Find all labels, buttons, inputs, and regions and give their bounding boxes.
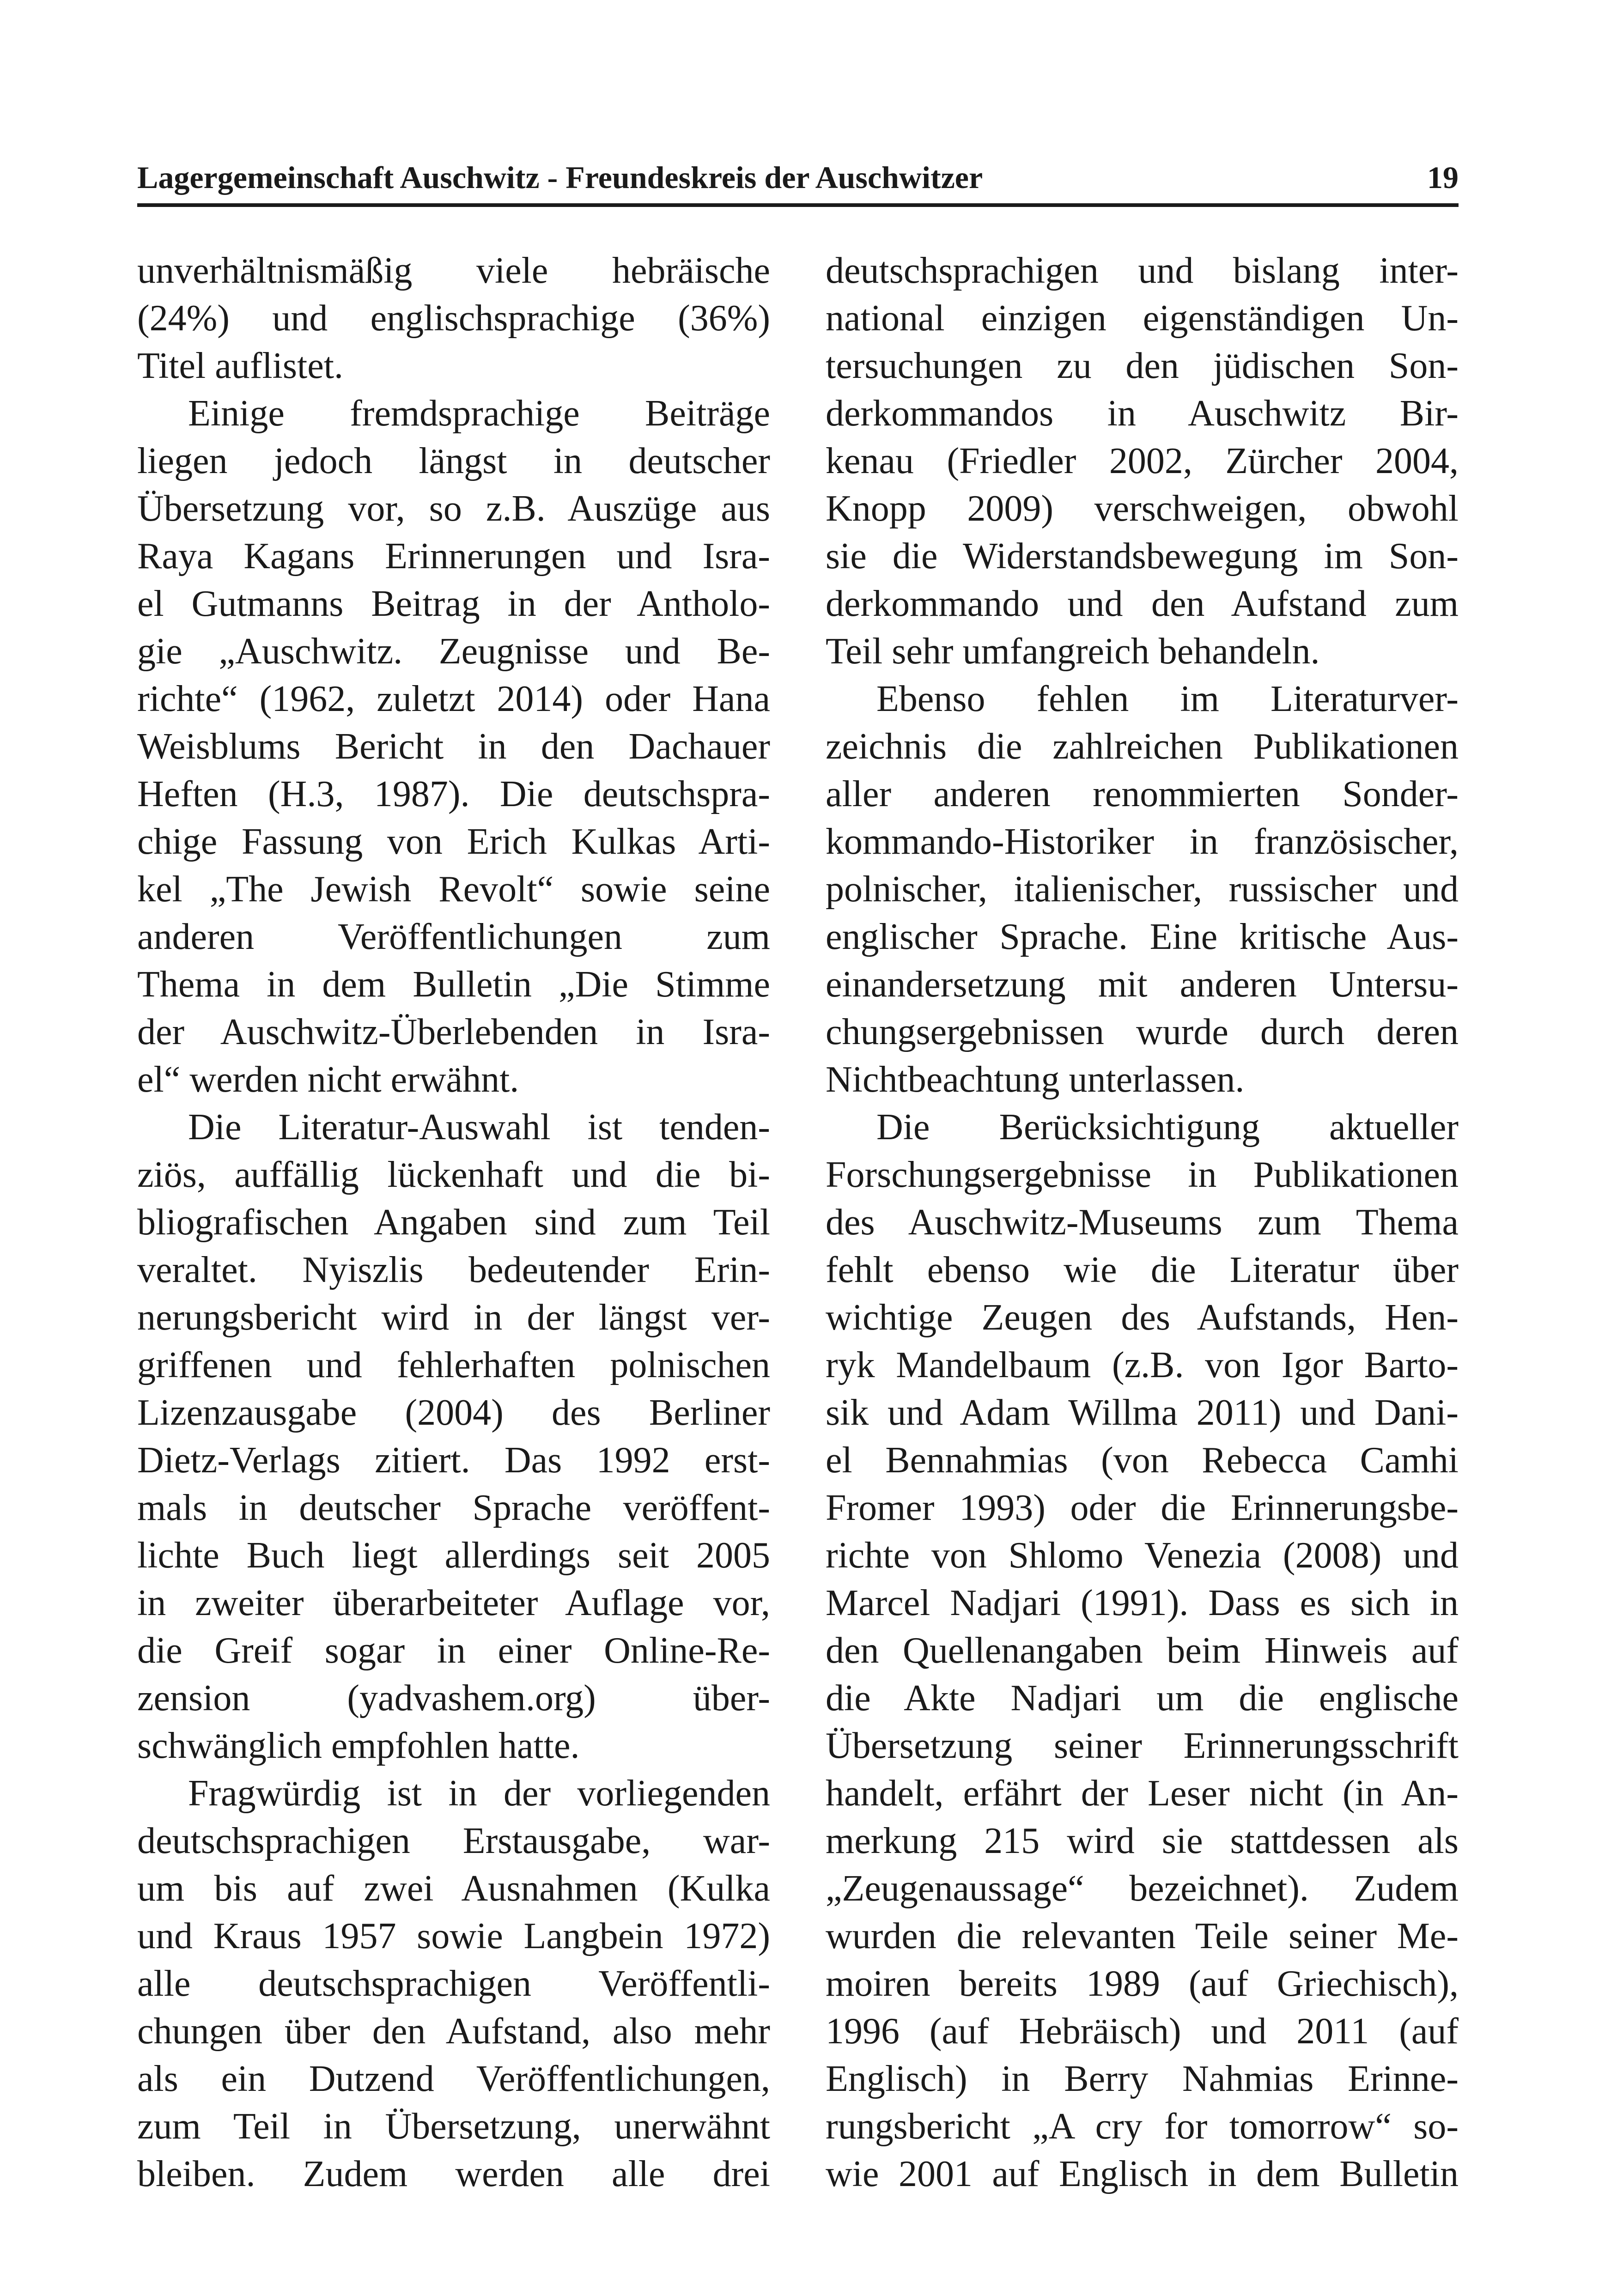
text-line: Weisblums Bericht in den Dachauer bbox=[137, 726, 770, 767]
text-line: Marcel Nadjari (1991). Dass es sich in bbox=[826, 1583, 1459, 1623]
text-line: zum Teil in Übersetzung, unerwähnt bbox=[137, 2106, 770, 2147]
text-line: deutschsprachigen Erstausgabe, war- bbox=[137, 1821, 770, 1861]
text-line: englischer Sprache. Eine kritische Aus- bbox=[826, 917, 1459, 957]
paragraph bbox=[137, 390, 770, 1104]
text-line: Ebenso fehlen im Literaturver- bbox=[876, 679, 1459, 719]
text-line: Die Literatur-Auswahl ist tenden- bbox=[188, 1107, 770, 1148]
text-line: polnischer, italienischer, russischer und bbox=[826, 869, 1459, 910]
text-line: ryk Mandelbaum (z.B. von Igor Barto- bbox=[826, 1345, 1459, 1385]
text-line: bleiben. Zudem werden alle drei bbox=[137, 2154, 770, 2194]
text-line: den Quellenangaben beim Hinweis auf bbox=[826, 1630, 1459, 1671]
text-line: der Auschwitz-Überlebenden in Isra- bbox=[137, 1012, 770, 1052]
paragraph bbox=[826, 1104, 1459, 2198]
text-line: mals in deutscher Sprache veröffent- bbox=[137, 1488, 770, 1528]
text-line: Heften (H.3, 1987). Die deutschspra- bbox=[137, 774, 770, 814]
text-line: deutschsprachigen und bislang inter- bbox=[826, 250, 1459, 291]
text-line: Titel auflistet. bbox=[137, 346, 343, 386]
text-line: Raya Kagans Erinnerungen und Isra- bbox=[137, 536, 770, 577]
paragraph bbox=[137, 1104, 770, 1770]
text-line: und Kraus 1957 sowie Langbein 1972) bbox=[137, 1916, 770, 1956]
text-line: Dietz-Verlags zitiert. Das 1992 erst- bbox=[137, 1440, 770, 1481]
text-line: aller anderen renommierten Sonder- bbox=[826, 774, 1459, 814]
text-line: Einige fremdsprachige Beiträge bbox=[188, 393, 770, 434]
text-line: bliografischen Angaben sind zum Teil bbox=[137, 1202, 770, 1243]
text-line: sie die Widerstandsbewegung im Son- bbox=[826, 536, 1459, 577]
text-line: el“ werden nicht erwähnt. bbox=[137, 1059, 519, 1100]
text-line: lichte Buch liegt allerdings seit 2005 bbox=[137, 1535, 770, 1576]
text-line: rungsbericht „A cry for tomorrow“ so- bbox=[826, 2106, 1459, 2147]
right-column bbox=[826, 247, 1459, 2198]
page-number: 19 bbox=[1427, 160, 1459, 195]
text-line: Übersetzung seiner Erinnerungsschrift bbox=[826, 1725, 1459, 1766]
text-line: Teil sehr umfangreich behandeln. bbox=[826, 631, 1320, 672]
text-line: „Zeugenaussage“ bezeichnet). Zudem bbox=[826, 1868, 1459, 1909]
paragraph bbox=[826, 247, 1459, 675]
text-line: merkung 215 wird sie stattdessen als bbox=[826, 1821, 1459, 1861]
text-line: die Akte Nadjari um die englische bbox=[826, 1678, 1459, 1719]
text-line: tersuchungen zu den jüdischen Son- bbox=[826, 346, 1459, 386]
text-line: gie „Auschwitz. Zeugnisse und Be- bbox=[137, 631, 770, 672]
text-line: kommando-Historiker in französischer, bbox=[826, 821, 1459, 862]
text-line: des Auschwitz-Museums zum Thema bbox=[826, 1202, 1459, 1243]
text-line: Englisch) in Berry Nahmias Erinne- bbox=[826, 2059, 1459, 2099]
text-line: kenau (Friedler 2002, Zürcher 2004, bbox=[826, 441, 1459, 481]
text-line: 1996 (auf Hebräisch) und 2011 (auf bbox=[826, 2011, 1459, 2052]
text-line: wichtige Zeugen des Aufstands, Hen- bbox=[826, 1297, 1459, 1338]
text-line: Übersetzung vor, so z.B. Auszüge aus bbox=[137, 488, 770, 529]
text-line: derkommandos in Auschwitz Bir- bbox=[826, 393, 1459, 434]
text-line: chungsergebnissen wurde durch deren bbox=[826, 1012, 1459, 1052]
text-line: chungen über den Aufstand, also mehr bbox=[137, 2011, 770, 2052]
text-line: alle deutschsprachigen Veröffentli- bbox=[137, 1963, 770, 2004]
text-line: (24%) und englischsprachige (36%) bbox=[137, 298, 770, 339]
text-line: richte von Shlomo Venezia (2008) und bbox=[826, 1535, 1459, 1576]
text-line: Lizenzausgabe (2004) des Berliner bbox=[137, 1392, 770, 1433]
text-line: anderen Veröffentlichungen zum bbox=[137, 917, 770, 957]
text-line: um bis auf zwei Ausnahmen (Kulka bbox=[137, 1868, 770, 1909]
text-line: Nichtbeachtung unterlassen. bbox=[826, 1059, 1245, 1100]
text-line: sik und Adam Willma 2011) und Dani- bbox=[826, 1392, 1459, 1433]
text-line: handelt, erfährt der Leser nicht (in An- bbox=[826, 1773, 1459, 1814]
text-line: kel „The Jewish Revolt“ sowie seine bbox=[137, 869, 770, 910]
text-line: wurden die relevanten Teile seiner Me- bbox=[826, 1916, 1459, 1956]
text-line: el Gutmanns Beitrag in der Antholo- bbox=[137, 583, 770, 624]
paragraph bbox=[137, 1770, 770, 2198]
text-line: moiren bereits 1989 (auf Griechisch), bbox=[826, 1963, 1459, 2004]
text-line: Knopp 2009) verschweigen, obwohl bbox=[826, 488, 1459, 529]
text-line: wie 2001 auf Englisch in dem Bulletin bbox=[826, 2154, 1459, 2194]
running-header bbox=[137, 162, 1459, 207]
text-line: nerungsbericht wird in der längst ver- bbox=[137, 1297, 770, 1338]
text-line: el Bennahmias (von Rebecca Camhi bbox=[826, 1440, 1459, 1481]
text-line: national einzigen eigenständigen Un- bbox=[826, 298, 1459, 339]
text-line: zeichnis die zahlreichen Publikationen bbox=[826, 726, 1459, 767]
paragraph bbox=[826, 675, 1459, 1104]
text-line: fehlt ebenso wie die Literatur über bbox=[826, 1250, 1459, 1290]
running-title: Lagergemeinschaft Auschwitz - Freundeskreis der Auschwitzer bbox=[137, 160, 983, 195]
text-line: richte“ (1962, zuletzt 2014) oder Hana bbox=[137, 679, 770, 719]
text-line: Forschungsergebnisse in Publikationen bbox=[826, 1154, 1459, 1195]
text-line: veraltet. Nyiszlis bedeutender Erin- bbox=[137, 1250, 770, 1290]
text-line: liegen jedoch längst in deutscher bbox=[137, 441, 770, 481]
text-line: einandersetzung mit anderen Untersu- bbox=[826, 964, 1459, 1005]
text-line: Fromer 1993) oder die Erinnerungsbe- bbox=[826, 1488, 1459, 1528]
text-line: zension (yadvashem.org) über- bbox=[137, 1678, 770, 1719]
text-line: die Greif sogar in einer Online-Re- bbox=[137, 1630, 770, 1671]
text-line: Thema in dem Bulletin „Die Stimme bbox=[137, 964, 770, 1005]
text-line: unverhältnismäßig viele hebräische bbox=[137, 250, 770, 291]
text-line: derkommando und den Aufstand zum bbox=[826, 583, 1459, 624]
text-line: Fragwürdig ist in der vorliegenden bbox=[188, 1773, 770, 1814]
text-line: als ein Dutzend Veröffentlichungen, bbox=[137, 2059, 770, 2099]
text-line: chige Fassung von Erich Kulkas Arti- bbox=[137, 821, 770, 862]
paragraph bbox=[137, 247, 770, 390]
text-line: Die Berücksichtigung aktueller bbox=[876, 1107, 1459, 1148]
text-line: in zweiter überarbeiteter Auflage vor, bbox=[137, 1583, 770, 1623]
text-line: ziös, auffällig lückenhaft und die bi- bbox=[137, 1154, 770, 1195]
text-line: schwänglich empfohlen hatte. bbox=[137, 1725, 580, 1766]
left-column bbox=[137, 247, 770, 2198]
text-line: griffenen und fehlerhaften polnischen bbox=[137, 1345, 770, 1385]
